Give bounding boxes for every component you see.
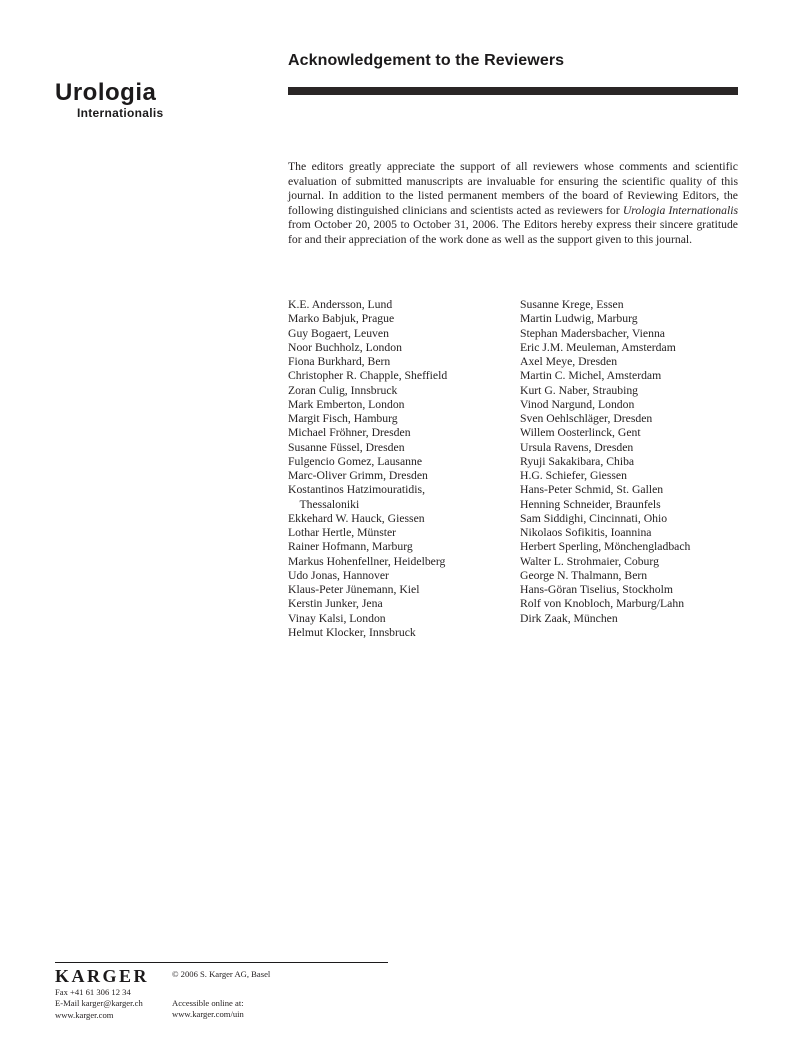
journal-logo-title: Urologia bbox=[55, 79, 157, 106]
reviewer-name: Helmut Klocker, Innsbruck bbox=[288, 625, 416, 639]
reviewers-column-right bbox=[520, 298, 738, 640]
reviewer-name: Fulgencio Gomez, Lausanne bbox=[288, 454, 423, 468]
publisher-contact-block bbox=[55, 987, 143, 1021]
page-title: Acknowledgement to the Reviewers bbox=[288, 52, 565, 69]
reviewer-name: Michael Fröhner, Dresden bbox=[288, 426, 411, 440]
reviewer-name: H.G. Schiefer, Giessen bbox=[520, 469, 627, 482]
reviewer-name: Rolf von Knobloch, Marburg/Lahn bbox=[520, 597, 685, 611]
karger-logo: KARGER bbox=[55, 966, 150, 986]
reviewer-name: George N. Thalmann, Bern bbox=[520, 568, 648, 582]
reviewer-name: Herbert Sperling, Mönchengladbach bbox=[520, 540, 691, 554]
journal-logo-subtitle: Internationalis bbox=[77, 106, 164, 120]
reviewer-name: Sam Siddighi, Cincinnati, Ohio bbox=[520, 511, 668, 525]
reviewer-name: Hans-Peter Schmid, St. Gallen bbox=[520, 483, 664, 497]
journal-logo bbox=[55, 80, 164, 120]
intro-text-2: from October 20, 2005 to October 31, 2006. The Editors hereby express their sincere gratitude for and their appreciation of the work done as well as the support given to this journal. bbox=[288, 218, 738, 246]
reviewer-name: Kurt G. Naber, Straubing bbox=[520, 383, 639, 397]
reviewer-name: Fiona Burkhard, Bern bbox=[288, 355, 391, 368]
intro-paragraph bbox=[288, 160, 738, 248]
reviewer-name: Martin Ludwig, Marburg bbox=[520, 312, 638, 326]
reviewer-name: Susanne Füssel, Dresden bbox=[288, 440, 405, 454]
journal-name-italic: Urologia Internationalis bbox=[622, 203, 738, 217]
reviewer-name: Vinay Kalsi, London bbox=[288, 611, 386, 625]
reviewer-name: Susanne Krege, Essen bbox=[520, 298, 624, 311]
reviewer-name: Marc-Oliver Grimm, Dresden bbox=[288, 469, 428, 482]
intro-text-1: The editors greatly appreciate the support of all reviewers whose comments and scientific evaluation of submitted manuscripts are invaluable for ensuring the scientific quality of this journal. In addition to the listed permanent members of the board of Reviewing Editors, the following distinguished clinicians and scientists acted as reviewers for bbox=[288, 160, 738, 217]
reviewer-name: Willem Oosterlinck, Gent bbox=[520, 426, 641, 440]
reviewer-name: Noor Buchholz, London bbox=[288, 340, 402, 354]
reviewer-name: Vinod Nargund, London bbox=[520, 397, 635, 411]
online-access-block bbox=[172, 998, 244, 1021]
online-access-url: www.karger.com/uin bbox=[172, 1009, 244, 1020]
reviewer-name: Rainer Hofmann, Marburg bbox=[288, 540, 413, 554]
reviewer-name: Axel Meye, Dresden bbox=[520, 355, 618, 368]
title-rule bbox=[288, 87, 738, 95]
reviewer-name: Nikolaos Sofikitis, Ioannina bbox=[520, 526, 652, 539]
reviewer-name: Ursula Ravens, Dresden bbox=[520, 440, 634, 454]
reviewers-list bbox=[288, 298, 738, 640]
reviewer-name: Kostantinos Hatzimouratidis, bbox=[288, 483, 425, 497]
reviewer-name: Mark Emberton, London bbox=[288, 397, 405, 411]
reviewer-name: Lothar Hertle, Münster bbox=[288, 526, 397, 539]
reviewer-name: Walter L. Strohmaier, Coburg bbox=[520, 554, 659, 568]
reviewer-name: Eric J.M. Meuleman, Amsterdam bbox=[520, 340, 676, 354]
reviewer-name: Guy Bogaert, Leuven bbox=[288, 326, 389, 340]
reviewer-name: K.E. Andersson, Lund bbox=[288, 298, 393, 311]
publisher-website: www.karger.com bbox=[55, 1009, 114, 1020]
footer-rule bbox=[55, 962, 388, 963]
reviewer-name: Zoran Culig, Innsbruck bbox=[288, 383, 398, 397]
reviewer-name: Sven Oehlschläger, Dresden bbox=[520, 412, 653, 425]
reviewer-name: Markus Hohenfellner, Heidelberg bbox=[288, 554, 446, 568]
online-access-label: Accessible online at: bbox=[172, 998, 244, 1008]
reviewers-column-left bbox=[288, 298, 520, 640]
reviewer-name: Hans-Göran Tiselius, Stockholm bbox=[520, 583, 673, 596]
reviewer-name: Marko Babjuk, Prague bbox=[288, 312, 395, 326]
publisher-email: E-Mail karger@karger.ch bbox=[55, 998, 143, 1009]
publisher-fax: Fax +41 61 306 12 34 bbox=[55, 987, 131, 997]
copyright-notice: © 2006 S. Karger AG, Basel bbox=[172, 969, 271, 979]
reviewer-name: Kerstin Junker, Jena bbox=[288, 597, 383, 611]
reviewer-name: Dirk Zaak, München bbox=[520, 611, 618, 625]
reviewer-name: Ekkehard W. Hauck, Giessen bbox=[288, 511, 425, 525]
reviewer-name: Margit Fisch, Hamburg bbox=[288, 412, 398, 425]
reviewer-name: Stephan Madersbacher, Vienna bbox=[520, 326, 665, 340]
reviewer-name: Thessaloniki bbox=[288, 497, 360, 511]
reviewer-name: Christopher R. Chapple, Sheffield bbox=[288, 369, 448, 383]
reviewer-name: Martin C. Michel, Amsterdam bbox=[520, 369, 662, 383]
reviewer-name: Ryuji Sakakibara, Chiba bbox=[520, 454, 635, 468]
reviewer-name: Klaus-Peter Jünemann, Kiel bbox=[288, 583, 420, 596]
reviewer-name: Udo Jonas, Hannover bbox=[288, 568, 389, 582]
reviewer-name: Henning Schneider, Braunfels bbox=[520, 497, 661, 511]
